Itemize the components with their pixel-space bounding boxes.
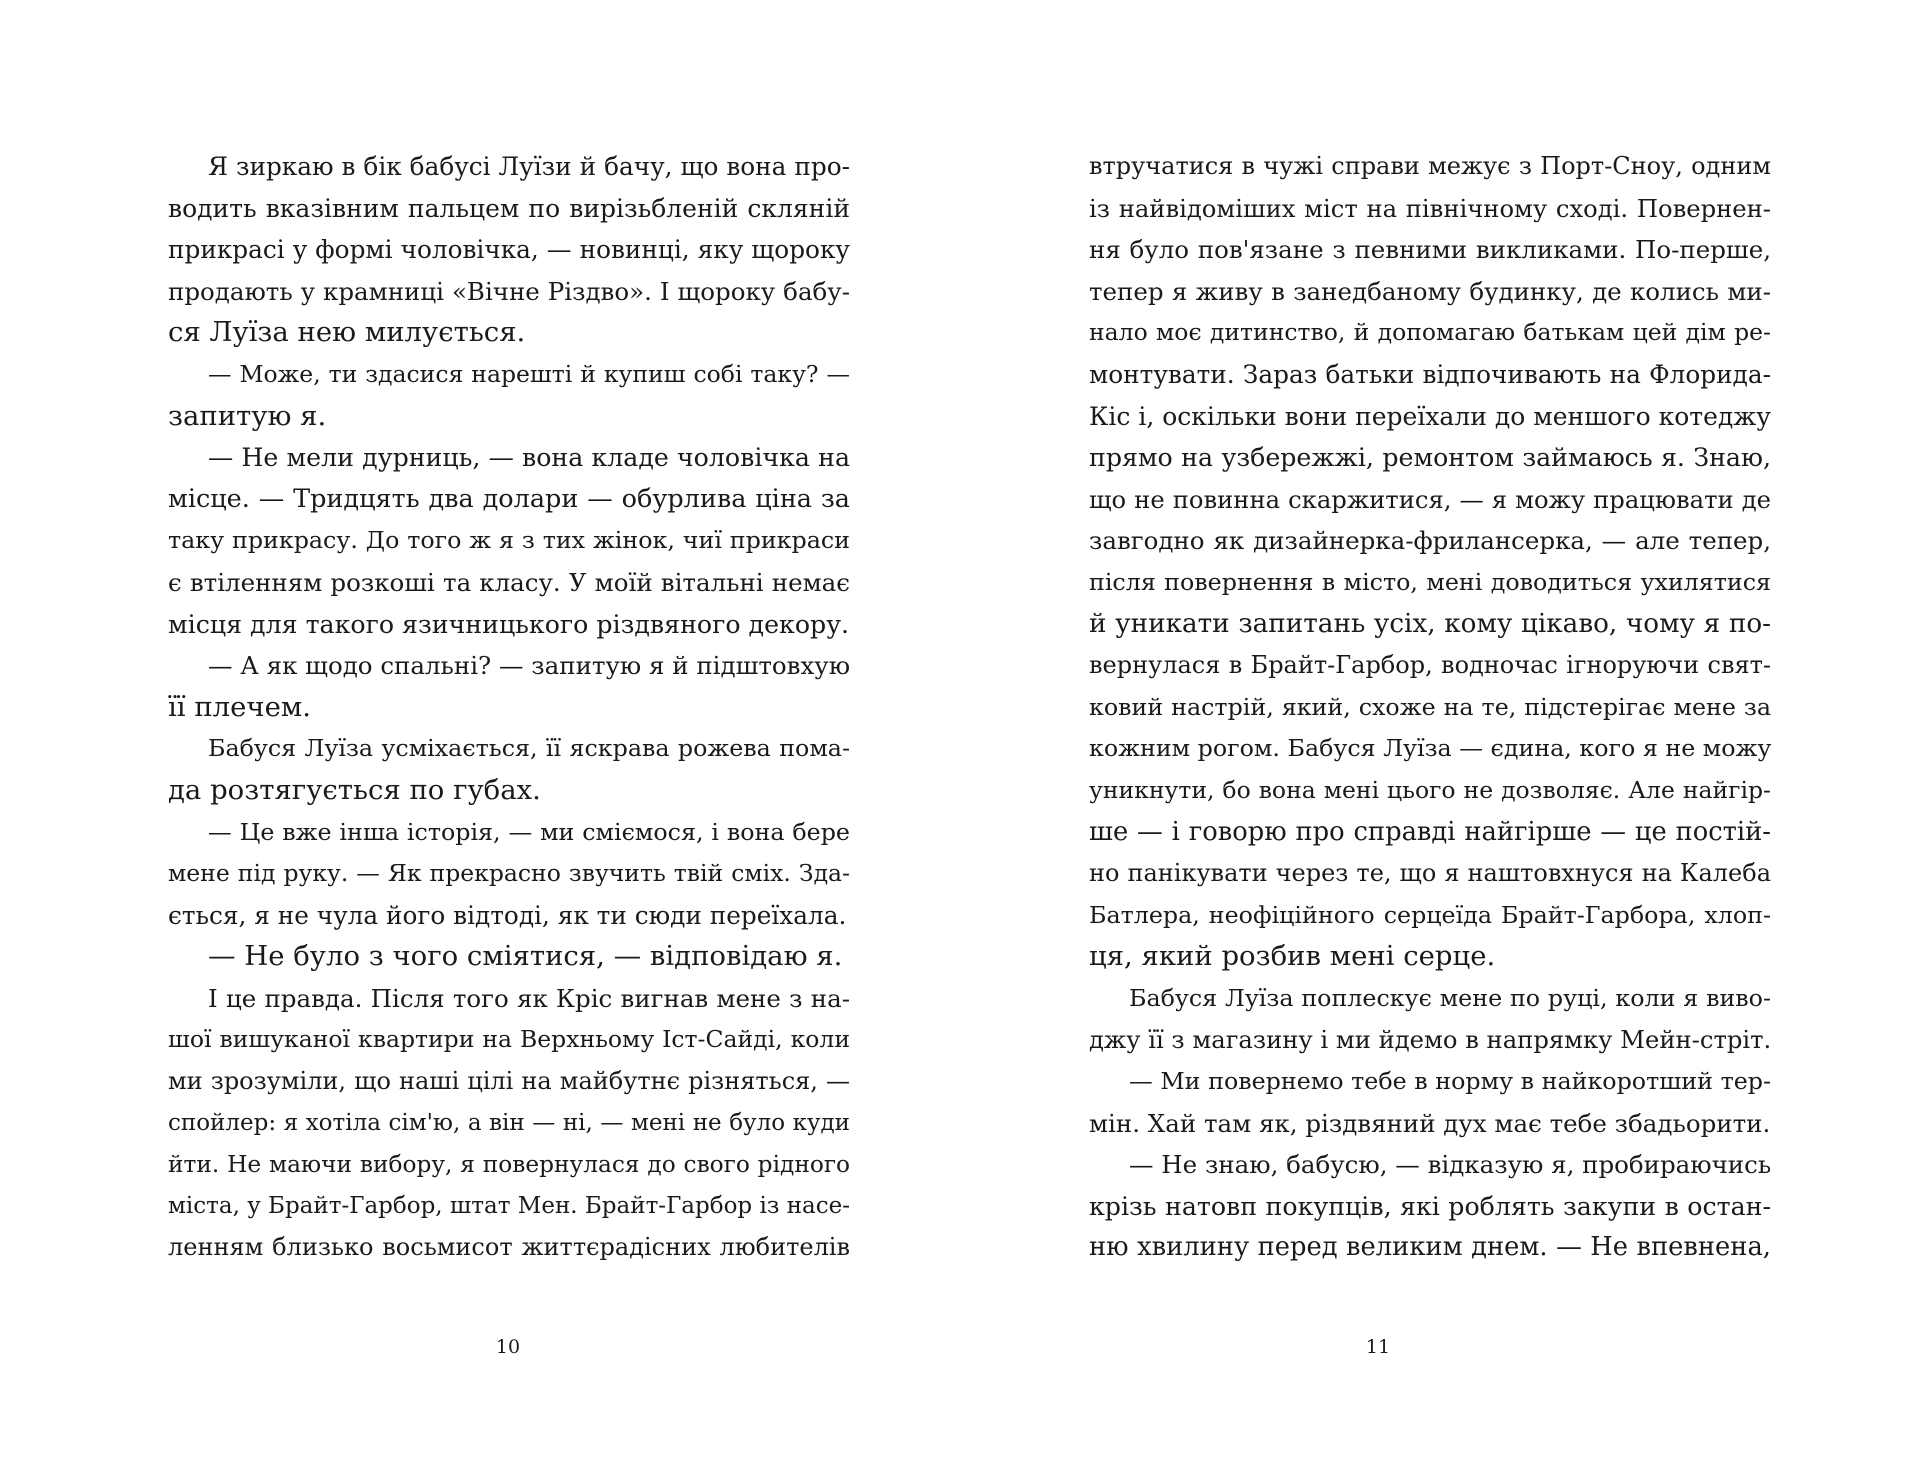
left-page-number: 10 bbox=[495, 1336, 521, 1358]
text-line: йти. Не маючи вибору, я повернулася до свого рідного bbox=[168, 1151, 850, 1179]
text-line: да розтягується по губах. bbox=[168, 773, 541, 806]
text-line: спойлер: я хотіла сім'ю, а він — ні, — мені не було куди bbox=[168, 1109, 850, 1136]
text-line: місця для такого язичницького різдвяного декору. bbox=[168, 609, 850, 639]
text-line: — Ми повернемо тебе в норму в найкоротший тер- bbox=[1129, 1067, 1771, 1096]
text-line: Бабуся Луїза поплескує мене по руці, коли я виво- bbox=[1129, 983, 1771, 1012]
text-line: таку прикрасу. До того ж я з тих жінок, чиї прикраси bbox=[168, 526, 850, 555]
text-line: — Це вже інша історія, — ми сміємося, і вона бере bbox=[208, 817, 850, 846]
text-line: Бабуся Луїза усміхається, її яскрава рожева пома- bbox=[208, 734, 850, 763]
text-line: ленням близько восьмисот життєрадісних любителів bbox=[168, 1233, 850, 1262]
text-line: продають у крамниці «Вічне Різдво». І щороку бабу- bbox=[168, 276, 850, 306]
text-line: Батлера, неофіційного серцеїда Брайт-Гарбора, хлоп- bbox=[1089, 900, 1771, 929]
text-line: уникнути, бо вона мені цього не дозволяє. Але найгір- bbox=[1089, 775, 1771, 804]
text-line: ше — і говорю про справді найгірше — це постій- bbox=[1089, 816, 1771, 847]
text-line: водить вказівним пальцем по вирізьбленій скляній bbox=[168, 193, 850, 223]
text-line: її плечем. bbox=[168, 690, 311, 723]
text-line: мін. Хай там як, різдвяний дух має тебе збадьорити. bbox=[1089, 1108, 1771, 1138]
text-line: — Не було з чого сміятися, — відповідаю я. bbox=[208, 940, 843, 973]
text-line: монтувати. Зараз батьки відпочивають на Флорида- bbox=[1089, 359, 1771, 389]
text-line: втручатися в чужі справи межує з Порт-Сноу, одним bbox=[1089, 152, 1771, 180]
text-line: із найвідоміших міст на північному сході. Повернен- bbox=[1089, 193, 1771, 223]
right-page-number: 11 bbox=[1365, 1336, 1391, 1358]
text-line: ється, я не чула його відтоді, як ти сюди переїхала. bbox=[168, 900, 847, 930]
text-line: кожним рогом. Бабуся Луїза — єдина, кого я не можу bbox=[1089, 734, 1772, 763]
right-page bbox=[960, 0, 1920, 1475]
text-line: Я зиркаю в бік бабусі Луїзи й бачу, що вона про- bbox=[208, 152, 850, 181]
text-line: Кіс і, оскільки вони переїхали до меншого котеджу bbox=[1089, 401, 1771, 431]
right-page-text bbox=[1089, 146, 1771, 1269]
text-line: є втіленням розкоші та класу. У моїй вітальні немає bbox=[168, 567, 850, 597]
text-line: місце. — Тридцять два долари — обурлива ціна за bbox=[168, 483, 850, 514]
text-line: нало моє дитинство, й допомагаю батькам цей дім ре- bbox=[1089, 318, 1771, 347]
text-line: — Може, ти здасися нарешті й купиш собі таку? — bbox=[208, 359, 850, 388]
text-line: — Не мели дурниць, — вона кладе чоловічка на bbox=[208, 443, 850, 473]
text-line: завгодно як дизайнерка-фрилансерка, — але тепер, bbox=[1089, 526, 1771, 556]
text-line: ми зрозуміли, що наші цілі на майбутнє різняться, — bbox=[168, 1067, 850, 1096]
text-line: прикрасі у формі чоловічка, — новинці, яку щороку bbox=[168, 235, 850, 265]
text-line: ня було пов'язане з певними викликами. По-перше, bbox=[1089, 235, 1771, 265]
text-line: — А як щодо спальні? — запитую я й підштовхую bbox=[208, 651, 851, 681]
text-line: ковий настрій, який, схоже на те, підстерігає мене за bbox=[1089, 692, 1771, 721]
left-page-text bbox=[168, 146, 850, 1269]
text-line: тепер я живу в занедбаному будинку, де колись ми- bbox=[1089, 276, 1771, 306]
text-line: мене під руку. — Як прекрасно звучить твій сміх. Зда- bbox=[168, 859, 850, 888]
text-line: ся Луїза нею милується. bbox=[168, 316, 526, 349]
text-line: після повернення в місто, мені доводиться ухилятися bbox=[1089, 567, 1771, 596]
text-line: ця, який розбив мені серце. bbox=[1089, 940, 1496, 973]
text-line: І це правда. Після того як Кріс вигнав мене з на- bbox=[208, 983, 850, 1013]
text-line: но панікувати через те, що я наштовхнуся на Калеба bbox=[1089, 859, 1771, 888]
text-line: крізь натовп покупців, які роблять закупи в остан- bbox=[1089, 1191, 1771, 1221]
text-line: шої вишуканої квартири на Верхньому Іст-Сайді, коли bbox=[168, 1025, 850, 1054]
text-line: вернулася в Брайт-Гарбор, водночас ігноруючи свят- bbox=[1089, 651, 1771, 680]
text-line: ню хвилину перед великим днем. — Не впевнена, bbox=[1089, 1232, 1771, 1263]
text-line: що не повинна скаржитися, — я можу працювати де bbox=[1089, 484, 1771, 514]
text-line: й уникати запитань усіх, кому цікаво, чому я по- bbox=[1089, 608, 1771, 639]
text-line: прямо на узбережжі, ремонтом займаюсь я. Знаю, bbox=[1089, 443, 1771, 473]
text-line: запитую я. bbox=[168, 399, 327, 432]
text-line: міста, у Брайт-Гарбор, штат Мен. Брайт-Гарбор із насе- bbox=[168, 1192, 850, 1219]
text-line: — Не знаю, бабусю, — відказую я, пробираючись bbox=[1129, 1150, 1772, 1180]
text-line: джу її з магазину і ми йдемо в напрямку Мейн-стріт. bbox=[1089, 1025, 1772, 1055]
